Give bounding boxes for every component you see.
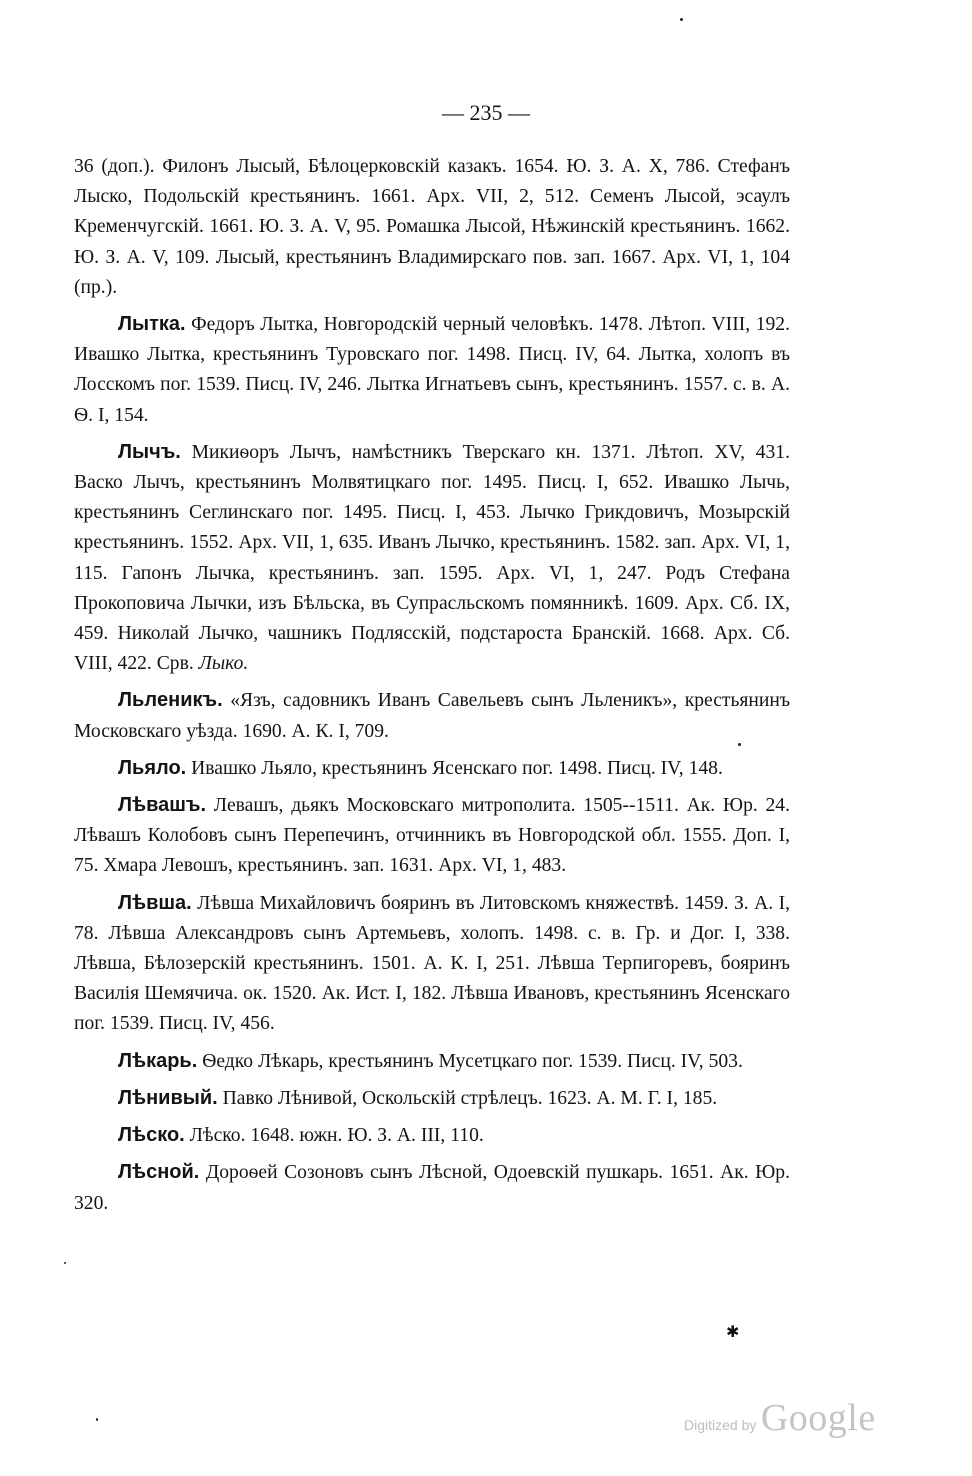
entry-text: Федоръ Лытка, Новгородскій черный человѣкъ. 1478. Лѣтоп. VIII, 192. Ивашко Лытка, крестьянинъ Туровскаго пог. 1498. Писц. IV, 64. Лытка, холопъ въ Лосскомъ пог. 1539. Писц. IV, 246. Лытка Игнатьевъ сынъ, крестьянинъ. 1557. с. в. А. Ѳ. I, 154.: [74, 314, 790, 426]
entry-text: Лѣвша Михайловичъ бояринъ въ Литовскомъ княжествѣ. 1459. З. А. I, 78. Лѣвша Александровъ сынъ Артемьевъ, холопъ. 1498. с. в. Гр. и Дог. I, 338. Лѣвша, Бѣлозерскій крестьянинъ. 1501. А. К. I, 251. Лѣвша Терпигоревъ, бояринъ Василія Шемячича. ок. 1520. Ак. Ист. I, 182. Лѣвша Ивановъ, крестьянинъ Ясенскаго пог. 1539. Писц. IV, 456.: [74, 892, 790, 1035]
entry-headword: Лычъ.: [118, 440, 181, 463]
entry-headword: Лѣнивый.: [118, 1086, 218, 1109]
entry-text: «Язъ, садовникъ Иванъ Савельевъ сынъ Льлeникъ», крестьянинъ Московскаго уѣзда. 1690. А. К. I, 709.: [74, 690, 790, 742]
entry-headword: Лѣкарь.: [118, 1049, 198, 1072]
entry-lenivy: [74, 1083, 790, 1114]
entry-lesko: [74, 1120, 790, 1151]
entry-headword: Льяло.: [118, 756, 187, 779]
entry-headword: Лѣско.: [118, 1124, 185, 1147]
entry-text: Дороѳей Созоновъ сынъ Лѣсной, Одоевскій пушкарь. 1651. Ак. Юр. 320.: [74, 1162, 790, 1214]
entry-lyalo: [74, 753, 790, 784]
google-logo: Google: [760, 1397, 876, 1439]
entry-text: Лѣско. 1648. южн. Ю. З. А. III, 110.: [189, 1125, 484, 1147]
dictionary-text: [74, 152, 790, 1225]
entry-lytka: [74, 309, 790, 431]
entry-text: Ивашко Льяло, крестьянинъ Ясенскаго пог. 1498. Писц. IV, 148.: [191, 757, 723, 779]
entry-headword: Лѣсной.: [118, 1161, 200, 1184]
digitized-by-google-watermark: [684, 1396, 876, 1440]
watermark-prefix: Digitized by: [684, 1417, 757, 1433]
entry-lekar: [74, 1046, 790, 1077]
scan-speck: [96, 1418, 98, 1421]
entry-text: 36 (доп.). Филонъ Лысый, Бѣлоцерковскій казакъ. 1654. Ю. З. А. X, 786. Стефанъ Лыско, Подольскій крестьянинъ. 1661. Арх. VII, 2, 512. Семенъ Лысой, эсаулъ Кременчугскій. 1661. Ю. З. А. V, 95. Ромашка Лысой, Нѣжинскій крестьянинъ. 1662. Ю. З. А. V, 109. Лысый, крестьянинъ Владимирскаго пов. зап. 1667. Арх. VI, 1, 104 (пр.).: [74, 156, 790, 298]
entry-text: Ѳедко Лѣкарь, крестьянинъ Мусетцкаго пог. 1539. Писц. IV, 503.: [202, 1050, 743, 1072]
entry-lesnoy: [74, 1157, 790, 1218]
entry-levsha: [74, 888, 790, 1040]
entry-llenik: [74, 685, 790, 746]
entry-cross-reference: Лыко.: [198, 653, 249, 675]
scan-speck: [64, 1262, 66, 1264]
entry-lych: [74, 437, 790, 680]
scan-speck: [680, 18, 683, 21]
page-number: — 235 —: [442, 100, 530, 125]
entry-continuation: [74, 152, 790, 303]
entry-text: Левашъ, дьякъ Московскаго митрополита. 1505--1511. Ак. Юр. 24. Лѣвашъ Колобовъ сынъ Перепечинъ, отчинникъ въ Новгородской обл. 1555. Доп. I, 75. Хмара Левошъ, крестьянинъ. зап. 1631. Арх. VI, 1, 483.: [74, 795, 790, 877]
scan-speck: [738, 743, 741, 746]
entry-headword: Лѣвашъ.: [118, 794, 207, 817]
entry-headword: Лѣвша.: [118, 891, 192, 914]
entry-text: Микиѳоръ Лычъ, намѣстникъ Тверскаго кн. 1371. Лѣтоп. XV, 431. Васко Лычъ, крестьянинъ Молвятицкаго пог. 1495. Писц. I, 652. Ивашко Лычь, крестьянинъ Сеглинскаго пог. 1495. Писц. I, 453. Лычко Грикдовичъ, Мозырскій крестьянинъ. 1552. Арх. VII, 1, 635. Иванъ Лычко, крестьянинъ. 1582. зап. Арх. VI, 1, 115. Гапонъ Лычка, крестьянинъ. зап. 1595. Арх. VI, 1, 247. Родъ Стефана Прокоповича Лычки, изъ Бѣльска, въ Супрасльскомъ помянникѣ. 1609. Арх. Сб. IX, 459. Николай Лычко, чашникъ Подлясскій, подстароста Бранскій. 1668. Арх. Сб. VIII, 422. Срв.: [74, 441, 790, 675]
entry-text: Павко Лѣнивой, Оскольскій стрѣлецъ. 1623. А. М. Г. I, 185.: [222, 1087, 718, 1109]
entry-levash: [74, 790, 790, 882]
entry-headword: Льлeникъ.: [118, 689, 223, 712]
scan-asterisk-mark: ✱: [726, 1324, 740, 1341]
entry-headword: Лытка.: [118, 313, 186, 336]
